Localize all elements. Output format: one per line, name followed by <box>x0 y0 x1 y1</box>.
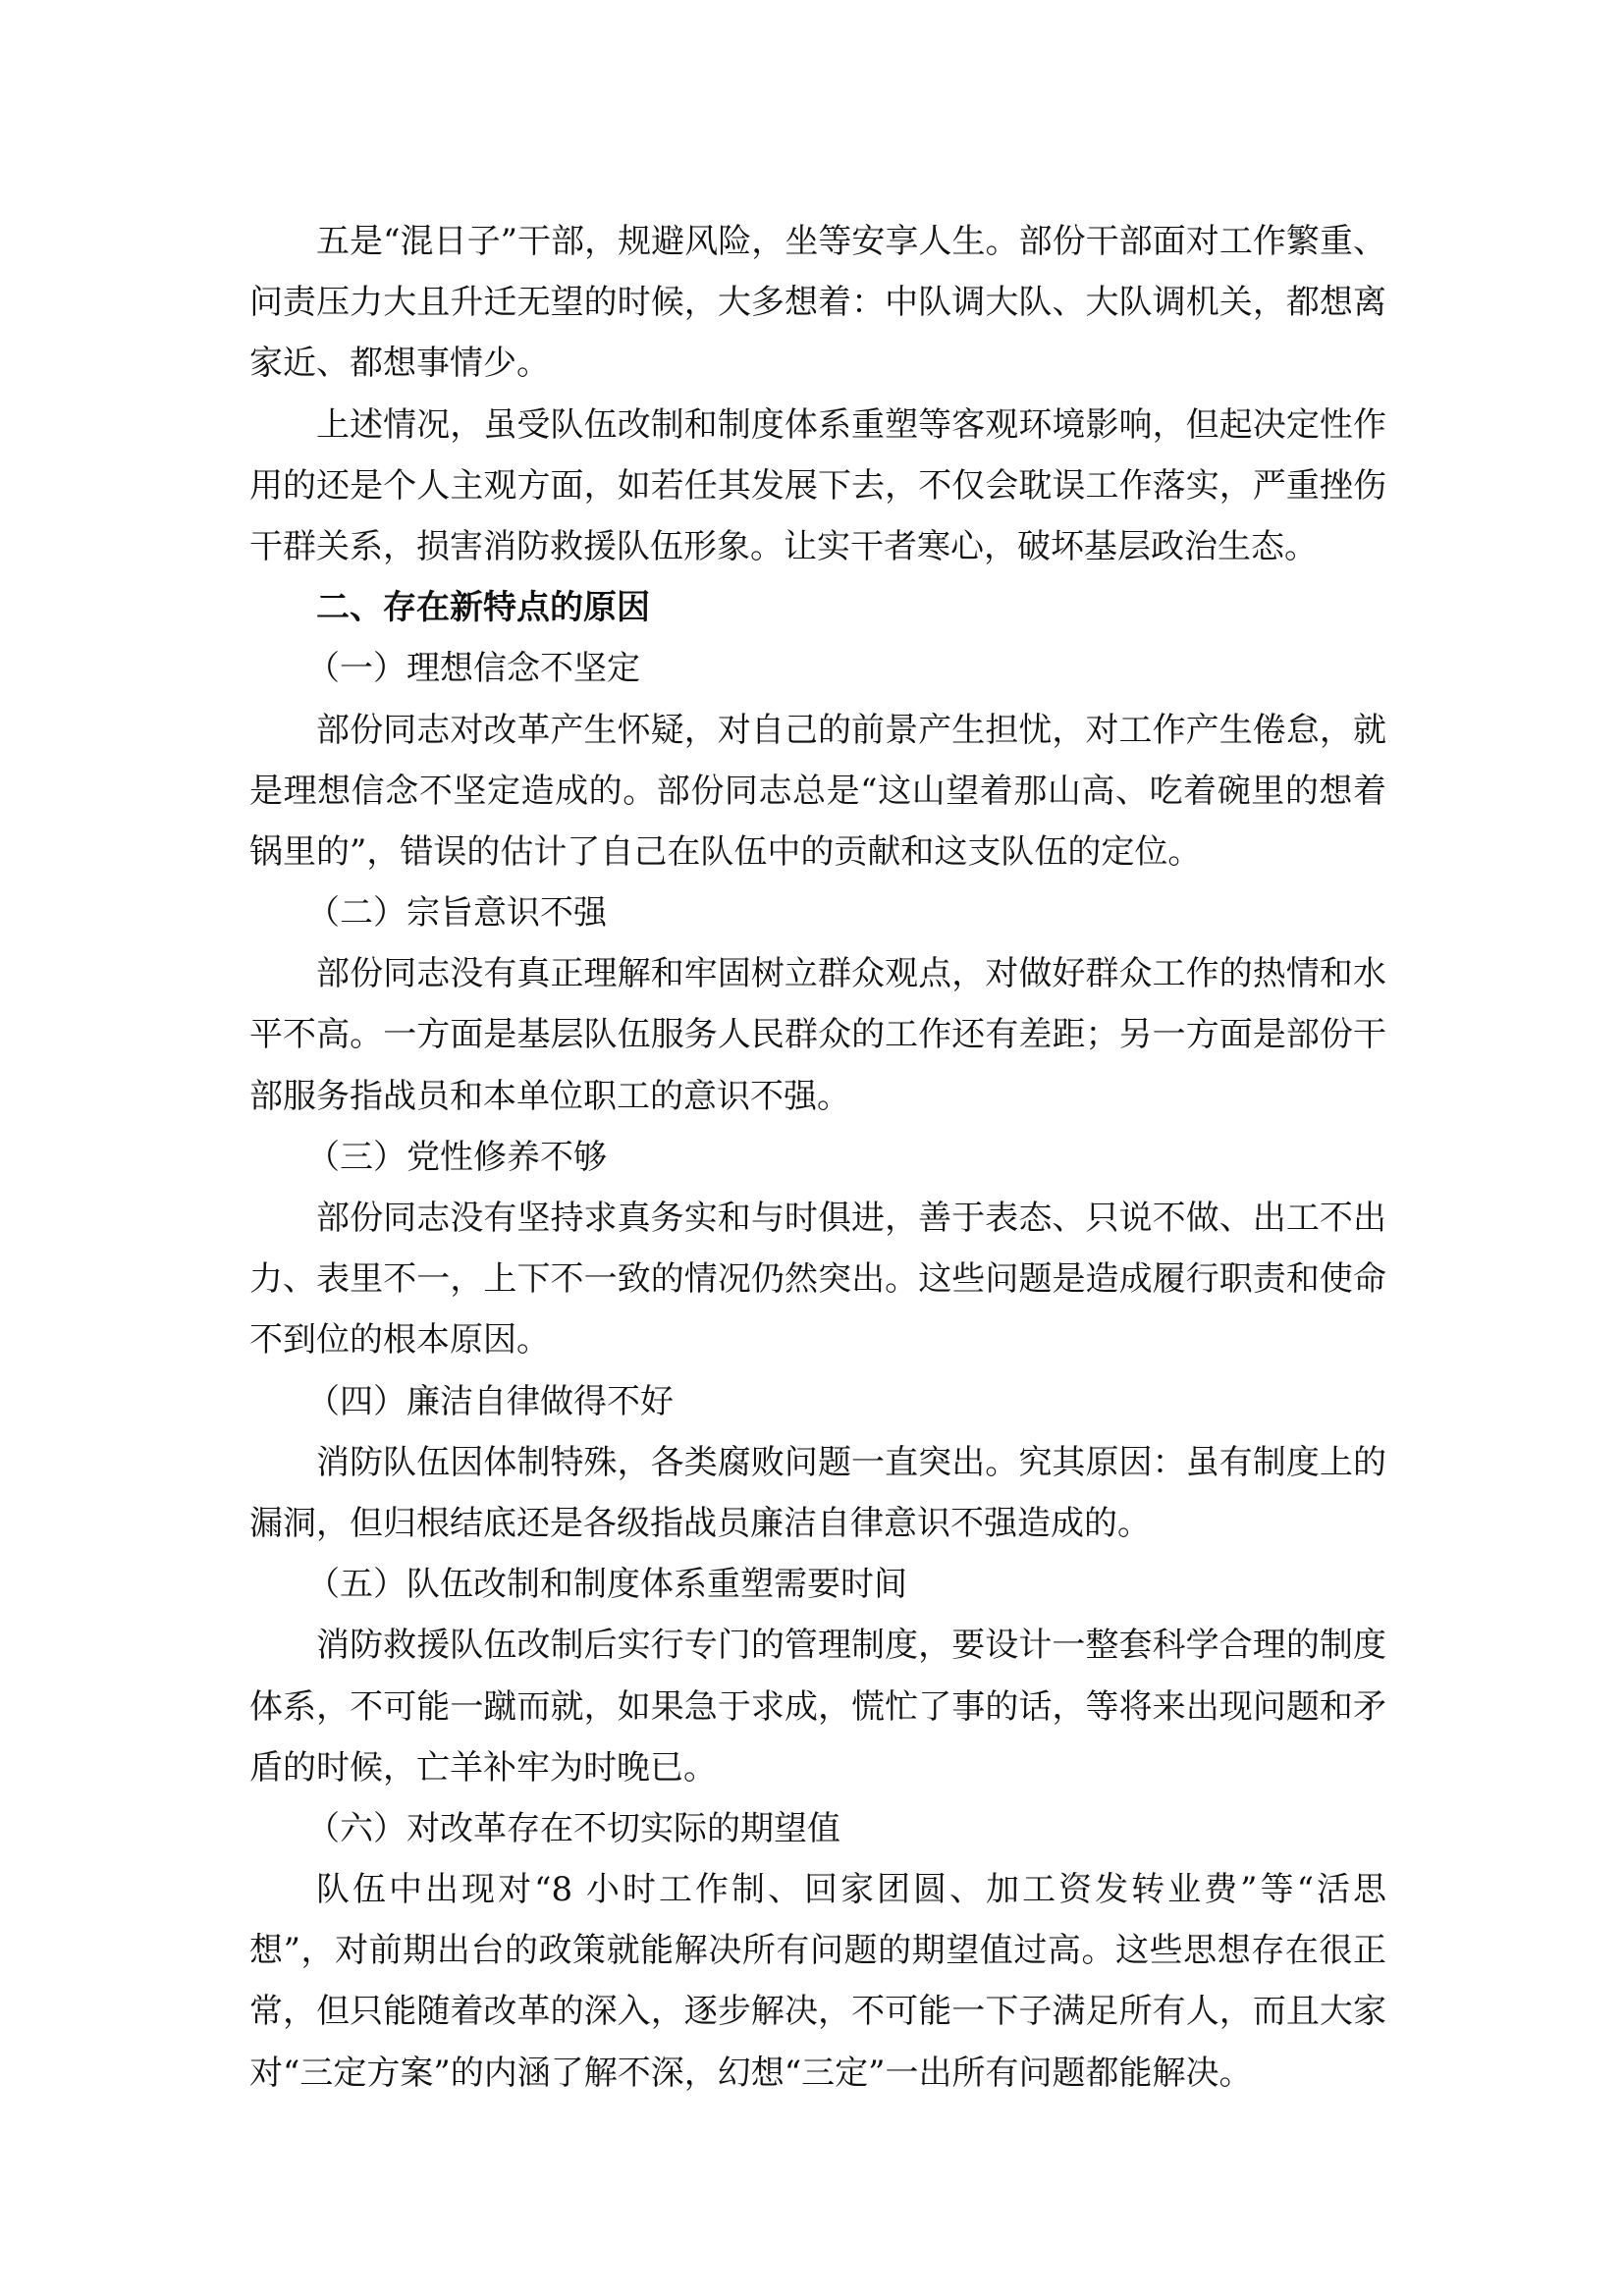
text-line: 平不高。一方面是基层队伍服务人民群众的工作还有差距；另一方面是部份干 <box>249 1015 1386 1055</box>
text-line: （三）党性修养不够 <box>306 1137 607 1177</box>
body-paragraph <box>249 700 1386 883</box>
text-line: 部份同志没有坚持求真务实和与时俱进，善于表态、只说不做、出工不出 <box>316 1199 1386 1238</box>
text-line: 用的还是个人主观方面，如若任其发展下去，不仅会耽误工作落实，严重挫伤 <box>249 465 1386 506</box>
text-line: 部份同志对改革产生怀疑，对自己的前景产生担忧，对工作产生倦怠，就 <box>316 710 1386 750</box>
body-paragraph <box>249 1188 1386 1371</box>
body-paragraph <box>249 395 1386 578</box>
text-line: 家近、都想事情少。 <box>249 344 550 384</box>
text-line: （五）队伍改制和制度体系重塑需要时间 <box>306 1565 907 1605</box>
subsection-heading <box>249 638 1386 699</box>
body-paragraph <box>249 211 1386 395</box>
text-line: （四）廉洁自律做得不好 <box>306 1381 674 1421</box>
text-line: 部份同志没有真正理解和牢固树立群众观点，对做好群众工作的热情和水 <box>316 954 1386 994</box>
text-line: （一）理想信念不坚定 <box>306 649 640 689</box>
text-line: 力、表里不一，上下不一致的情况仍然突出。这些问题是造成履行职责和使命 <box>249 1259 1386 1300</box>
subsection-heading <box>249 1554 1386 1615</box>
body-paragraph <box>249 1432 1386 1554</box>
text-line: 队伍中出现对“8 小时工作制、回家团圆、加工资发转业费”等“活思 <box>316 1870 1386 1910</box>
text-line: 上述情况，虽受队伍改制和制度体系重塑等客观环境影响，但起决定性作 <box>316 404 1386 445</box>
text-line: 部服务指战员和本单位职工的意识不强。 <box>249 1076 850 1116</box>
text-line: 二、存在新特点的原因 <box>316 588 650 628</box>
text-line: 锅里的”，错误的估计了自己在队伍中的贡献和这支队伍的定位。 <box>249 831 1202 872</box>
body-paragraph <box>249 1615 1386 1798</box>
text-line: 消防队伍因体制特殊，各类腐败问题一直突出。究其原因：虽有制度上的 <box>316 1442 1386 1482</box>
text-line: 消防救援队伍改制后实行专门的管理制度，要设计一整套科学合理的制度 <box>316 1626 1386 1666</box>
text-line: 是理想信念不坚定造成的。部份同志总是“这山望着那山高、吃着碗里的想着 <box>249 771 1386 811</box>
text-line: 想”，对前期出台的政策就能解决所有问题的期望值过高。这些思想存在很正 <box>249 1931 1386 1971</box>
subsection-heading <box>249 1127 1386 1188</box>
text-line: 干群关系，损害消防救援队伍形象。让实干者寒心，破坏基层政治生态。 <box>249 526 1318 566</box>
text-line: 体系，不可能一蹴而就，如果急于求成，慌忙了事的话，等将来出现问题和矛 <box>249 1686 1386 1727</box>
text-line: （六）对改革存在不切实际的期望值 <box>306 1808 840 1848</box>
section-heading <box>249 577 1386 638</box>
text-line: 五是“混日子”干部，规避风险，坐等安享人生。部份干部面对工作繁重、 <box>316 222 1386 261</box>
subsection-heading <box>249 1798 1386 1859</box>
subsection-heading <box>249 1371 1386 1432</box>
subsection-heading <box>249 882 1386 943</box>
text-line: （二）宗旨意识不强 <box>306 893 607 934</box>
body-paragraph <box>249 1859 1386 2104</box>
text-line: 漏洞，但归根结底还是各级指战员廉洁自律意识不强造成的。 <box>249 1503 1151 1543</box>
text-line: 常，但只能随着改革的深入，逐步解决，不可能一下子满足所有人，而且大家 <box>249 1992 1386 2032</box>
text-line: 不到位的根本原因。 <box>249 1320 550 1361</box>
text-line: 问责压力大且升迁无望的时候，大多想着：中队调大队、大队调机关，都想离 <box>249 283 1386 323</box>
text-line: 对“三定方案”的内涵了解不深，幻想“三定”一出所有问题都能解决。 <box>249 2053 1253 2093</box>
body-paragraph <box>249 943 1386 1127</box>
text-line: 盾的时候，亡羊补牢为时晚已。 <box>249 1747 717 1788</box>
document-body <box>249 211 1386 2104</box>
